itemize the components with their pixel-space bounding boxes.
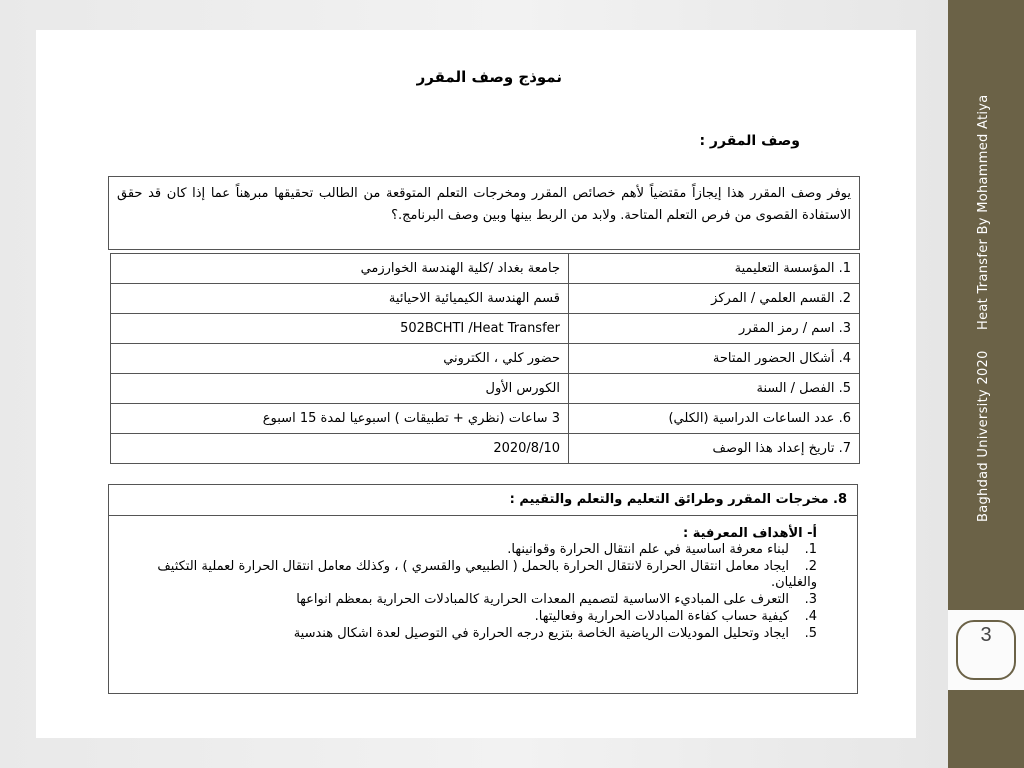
table-row — [111, 284, 860, 314]
row-label: 5. الفصل / السنة — [569, 374, 860, 404]
row-value: 502BCHTI /Heat Transfer — [111, 314, 569, 344]
table-row — [111, 374, 860, 404]
item-text: كيفية حساب كفاءة المبادلات الحرارية وفعاليتها. — [534, 609, 789, 624]
list-item — [149, 559, 817, 591]
course-info-table — [110, 253, 860, 464]
item-text: ايجاد معامل انتقال الحرارة لانتقال الحرارة بالحمل ( الطبيعي والقسري ) ، وكذلك معامل انتقال الحرارة لعملية التكثيف والغليان. — [157, 559, 817, 590]
list-item — [149, 626, 817, 642]
list-item — [149, 592, 817, 608]
intro-text: يوفر وصف المقرر هذا إيجازاً مقتضياً لأهم خصائص المقرر ومخرجات التعلم المتوقعة من الطالب تحقيقها مبرهناً عما إذا كان قد حقق الاستفادة القصوى من فرص التعلم المتاحة. ولابد من الربط بينها وبين وصف البرنامج.؟ — [117, 186, 851, 223]
course-credit-text: Heat Transfer By Mohammed Atiya — [976, 94, 991, 330]
item-number: 5. — [804, 626, 817, 641]
page-number-badge — [948, 610, 1024, 690]
list-item — [149, 542, 817, 558]
outcomes-subheading: أ- الأهداف المعرفية : — [682, 526, 817, 541]
row-value: حضور كلي ، الكتروني — [111, 344, 569, 374]
row-value: الكورس الأول — [111, 374, 569, 404]
row-label: 2. القسم العلمي / المركز — [569, 284, 860, 314]
table-row — [111, 434, 860, 464]
list-item — [149, 609, 817, 625]
item-text: التعرف على المباديء الاساسية لتصميم المعدات الحرارية كالمبادلات الحرارية بمعظم انواعها — [296, 592, 789, 607]
outcomes-heading: 8. مخرجات المقرر وطرائق التعليم والتعلم والتقييم : — [109, 485, 857, 516]
row-label: 7. تاريخ إعداد هذا الوصف — [569, 434, 860, 464]
item-number: 3. — [804, 592, 817, 607]
row-label: 4. أشكال الحضور المتاحة — [569, 344, 860, 374]
row-value: قسم الهندسة الكيميائية الاحيائية — [111, 284, 569, 314]
intro-box — [108, 176, 860, 250]
item-text: ايجاد وتحليل الموديلات الرياضية الخاصة بتزيع درجه الحرارة في التوصيل لعدة اشكال هندسية — [293, 626, 789, 641]
row-value: 2020/8/10 — [111, 434, 569, 464]
table-row — [111, 404, 860, 434]
section-subtitle: وصف المقرر : — [699, 133, 800, 149]
document-title: نموذج وصف المقرر — [416, 68, 562, 86]
table-row — [111, 344, 860, 374]
item-number: 1. — [804, 542, 817, 557]
outcomes-box — [108, 484, 858, 694]
row-label: 6. عدد الساعات الدراسية (الكلي) — [569, 404, 860, 434]
item-number: 4. — [804, 609, 817, 624]
row-value: 3 ساعات (نظري + تطبيقات ) اسبوعيا لمدة 15 اسبوع — [111, 404, 569, 434]
page-number: 3 — [980, 624, 992, 646]
item-number: 2. — [804, 559, 817, 574]
row-label: 1. المؤسسة التعليمية — [569, 254, 860, 284]
row-value: جامعة بغداد /كلية الهندسة الخوارزمي — [111, 254, 569, 284]
university-text: Baghdad University 2020 — [976, 350, 991, 522]
table-row — [111, 254, 860, 284]
outcomes-list — [109, 542, 857, 642]
row-label: 3. اسم / رمز المقرر — [569, 314, 860, 344]
item-text: لبناء معرفة اساسية في علم انتقال الحرارة وقوانينها. — [507, 542, 789, 557]
table-row — [111, 314, 860, 344]
